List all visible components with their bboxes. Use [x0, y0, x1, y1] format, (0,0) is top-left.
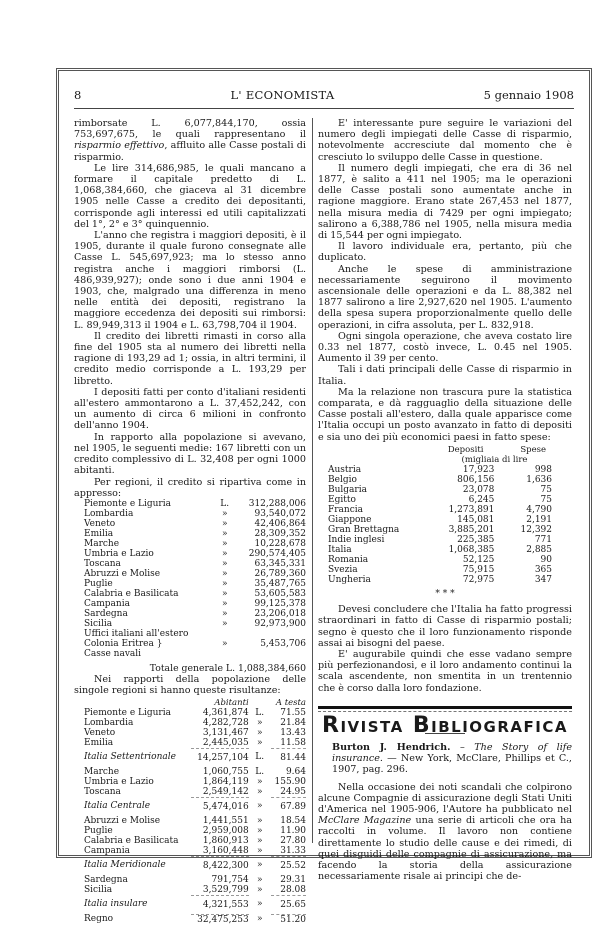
- table-row: [328, 475, 562, 485]
- credit-value: 42,406,864: [254, 518, 306, 529]
- region-name: Toscana: [84, 786, 121, 797]
- inhabitants: 2,959,008: [202, 825, 249, 836]
- region-name: Sicilia: [84, 618, 113, 629]
- region-name: Italia Meridionale: [84, 860, 166, 871]
- region-name: Regno: [84, 914, 114, 925]
- region-name: Veneto: [84, 518, 116, 529]
- currency-mark: L.: [255, 752, 265, 763]
- table-row: [84, 609, 306, 619]
- paragraph: Nella occasione dei noti scandali che colpirono alcune Compagnie di assicurazione degli Stati Uniti d'America nel 1905-906, l'Autore ha pubblicato nel McClare Magazine una serie di articoli che ora ha raccolti in volume. Il lavoro non contiene direttamente lo studio delle cause e dei rimedi, di quei disguidi delle compagnie di assicurazione, ma facendo la storia della assicurazione necessariamente risale ai principi che de-: [318, 781, 572, 883]
- country-name: Romania: [328, 554, 369, 565]
- table-row: [84, 509, 306, 519]
- credit-value: 99,125,378: [254, 598, 306, 609]
- currency-mark: »: [256, 825, 263, 836]
- deposits: 1,068,385: [448, 544, 495, 555]
- per-capita: 25.52: [271, 856, 306, 875]
- journal-title: L' ECONOMISTA: [230, 88, 335, 102]
- currency-mark: »: [221, 608, 228, 619]
- country-name: Indie inglesi: [328, 534, 385, 545]
- per-capita: 11.90: [280, 825, 306, 836]
- expenses: 75: [540, 494, 552, 505]
- inhabitants: 3,529,799: [202, 884, 249, 895]
- table-row: [74, 718, 306, 728]
- credit-value: 93,540,072: [254, 508, 306, 519]
- left-column: [74, 118, 306, 925]
- expenses: 4,790: [526, 504, 552, 515]
- deposits: 3,885,201: [448, 524, 495, 535]
- table-row: [74, 708, 306, 718]
- table-row: [328, 575, 562, 585]
- currency-mark: »: [221, 528, 228, 539]
- inhabitants: 4,321,553: [191, 895, 249, 914]
- credit-value: 312,288,006: [248, 498, 306, 509]
- table-row: [328, 505, 562, 515]
- table-row: [84, 549, 306, 559]
- country-name: Italia: [328, 544, 352, 555]
- currency-mark: »: [256, 835, 263, 846]
- country-name: Belgio: [328, 474, 357, 485]
- paragraph: Anche le spese di amministrazione necessariamente seguirono il movimento ascensionale delle operazioni e da L. 88,382 nel 1877 salirono a lire 2,927,620 nel 1905. L'aumento della spesa supera proporzionalmente quello delle operazioni, in cifra assoluta, per L. 832,918.: [318, 263, 572, 331]
- currency-mark: L.: [220, 498, 230, 509]
- table-row: [84, 519, 306, 529]
- country-name: Svezia: [328, 564, 358, 575]
- currency-mark: »: [256, 801, 263, 812]
- currency-mark: [216, 629, 234, 639]
- table-row: [74, 787, 306, 798]
- column-header: Spese: [520, 444, 547, 455]
- credit-value: 63,345,331: [254, 558, 306, 569]
- currency-mark: L.: [255, 707, 265, 718]
- bibliography-entry: Burton J. Hendrich. – The Story of life insurance. — New York, McClare, Phillips et C., 1907, pag. 296.: [332, 741, 572, 776]
- column-header: Depositi: [447, 444, 484, 455]
- region-name: Uffici italiani all'estero: [84, 628, 189, 639]
- per-capita: 13.43: [280, 727, 306, 738]
- paragraph: Le lire 314,686,985, le quali mancano a formare il capitale predetto di L. 1,068,384,660, che giaceva al 31 dicembre 1905 nelle Casse a credito dei depositanti, corrisponde agli interessi ed utili capitalizzati del 1°, 2° e 3° quinquennio.: [74, 162, 306, 230]
- expenses: 998: [534, 464, 552, 475]
- deposits: 225,385: [457, 534, 495, 545]
- region-name: Calabria e Basilicata: [84, 588, 179, 599]
- inhabitants: 4,361,874: [202, 707, 249, 718]
- inhabitants: 791,754: [211, 874, 249, 885]
- country-name: Gran Brettagna: [328, 524, 400, 535]
- country-name: Giappone: [328, 514, 372, 525]
- inhabitants: 1,441,551: [202, 815, 249, 826]
- credit-value: 26,789,360: [254, 568, 306, 579]
- table-row: [84, 569, 306, 579]
- currency-mark: [216, 649, 234, 659]
- region-name: Abruzzi e Molise: [84, 568, 161, 579]
- currency-mark: »: [256, 776, 263, 787]
- inhabitants: 1,860,913: [202, 835, 249, 846]
- table-row: [328, 525, 562, 535]
- currency-mark: »: [256, 914, 263, 925]
- paragraph: E' interessante pure seguire le variazioni del numero degli impiegati delle Casse di risparmio, notevolmente accresciute dal momento che è cresciuto lo sviluppo delle Casse in questione.: [318, 118, 572, 163]
- currency-mark: »: [256, 786, 263, 797]
- region-name: Emilia: [84, 528, 114, 539]
- paragraph: Devesi concludere che l'Italia ha fatto progressi straordinari in fatto di Casse di risparmio postali; segno è questo che il loro funzionamento risponde assai ai bisogni del paese.: [318, 604, 572, 649]
- region-name: Lombardia: [84, 717, 134, 728]
- region-name: Puglie: [84, 825, 113, 836]
- header-rule: [74, 108, 574, 109]
- expenses: 75: [540, 484, 552, 495]
- region-name: Puglie: [84, 578, 113, 589]
- table-row: [328, 535, 562, 545]
- region-name: Lombardia: [84, 508, 134, 519]
- currency-mark: »: [256, 727, 263, 738]
- country-name: Ungheria: [328, 574, 371, 585]
- per-capita: 28.08: [280, 884, 306, 895]
- inhabitants: 3,160,448: [202, 845, 249, 856]
- region-name: Campania: [84, 845, 130, 856]
- paragraph: Tali i dati principali delle Casse di risparmio in Italia.: [318, 364, 572, 387]
- expenses: 2,191: [526, 514, 552, 525]
- foreign-postal-savings-table: [328, 445, 562, 585]
- per-capita: 155.90: [274, 776, 306, 787]
- inhabitants: 3,131,467: [202, 727, 249, 738]
- deposits: 6,245: [468, 494, 495, 505]
- table-row: [74, 914, 306, 925]
- paragraph: rimborsate L. 6,077,844,170, ossia 753,697,675, le quali rappresentano il risparmio effettivo, affluito alle Casse postali di risparmio.: [74, 118, 306, 163]
- currency-mark: L.: [255, 766, 265, 777]
- currency-mark: »: [256, 860, 263, 871]
- deposits: 145,081: [457, 514, 495, 525]
- region-name: Umbria e Lazio: [84, 548, 154, 559]
- per-capita: 81.44: [271, 748, 306, 767]
- per-capita: 51.20: [271, 914, 306, 925]
- per-capita: 29.31: [280, 874, 306, 885]
- currency-mark: »: [221, 618, 228, 629]
- deposits: 75,915: [462, 564, 495, 575]
- table-row: [328, 495, 562, 505]
- region-name: Italia Settentrionale: [84, 752, 176, 763]
- table-row: [328, 565, 562, 575]
- table-header: [74, 698, 306, 708]
- paragraph: Il credito dei libretti rimasti in corso alla fine del 1905 sta al numero dei libretti nella ragione di 193,29 ad 1; ossia, in altri termini, il credito medio corrisponde a L. 193,29 per libretto.: [74, 330, 306, 387]
- credit-value: [234, 629, 306, 639]
- per-capita: 24.95: [280, 786, 306, 797]
- region-name: Veneto: [84, 727, 116, 738]
- region-name: Marche: [84, 538, 120, 549]
- region-name: Casse navali: [84, 648, 142, 659]
- currency-mark: »: [256, 874, 263, 885]
- region-name: Toscana: [84, 558, 121, 569]
- region-name: Marche: [84, 766, 120, 777]
- region-name: Piemonte e Liguria: [84, 498, 171, 509]
- currency-mark: »: [256, 737, 263, 748]
- table-header: [328, 455, 562, 465]
- paragraph: In rapporto alla popolazione si avevano, nel 1905, le seguenti medie: 167 libretti con un credito complessivo di L. 32,408 per ogni 1000 abitanti.: [74, 431, 306, 477]
- table-row: [84, 619, 306, 629]
- currency-mark: »: [256, 845, 263, 856]
- credit-total: Totale generale L. 1,088,384,660: [149, 662, 306, 674]
- currency-mark: »: [221, 508, 228, 519]
- currency-mark: »: [221, 598, 228, 609]
- subtotal-row: [74, 856, 306, 875]
- section-rule: [318, 706, 572, 712]
- table-row: [74, 738, 306, 749]
- country-name: Austria: [328, 464, 362, 475]
- region-name: Sardegna: [84, 874, 128, 885]
- credit-value: [234, 649, 306, 659]
- currency-mark: »: [256, 899, 263, 910]
- table-row: [84, 499, 306, 509]
- inhabitants: 1,864,119: [202, 776, 249, 787]
- table-header: [328, 445, 562, 455]
- expenses: 771: [534, 534, 552, 545]
- deposits: 17,923: [462, 464, 495, 475]
- expenses: 365: [534, 564, 552, 575]
- blank: [74, 698, 191, 708]
- currency-mark: »: [221, 578, 228, 589]
- table-row: [74, 728, 306, 738]
- table-row: [84, 629, 306, 639]
- credit-by-region-table: [84, 499, 306, 659]
- section-separator-stars: * * *: [435, 588, 455, 599]
- table-row: [84, 639, 306, 649]
- inhabitants: 4,282,728: [202, 717, 249, 728]
- currency-mark: »: [256, 815, 263, 826]
- credit-value: 23,206,018: [254, 608, 306, 619]
- country-name: Egitto: [328, 494, 356, 505]
- table-row: [84, 559, 306, 569]
- subtotal-row: [74, 797, 306, 816]
- table-row: [328, 545, 562, 555]
- currency-mark: »: [221, 518, 228, 529]
- blank: [249, 698, 271, 708]
- deposits: 72,975: [462, 574, 495, 585]
- region-name: Calabria e Basilicata: [84, 835, 179, 846]
- region-name: Sardegna: [84, 608, 128, 619]
- per-capita: 27.80: [280, 835, 306, 846]
- inhabitants: 5,474,016: [191, 797, 249, 816]
- table-row: [84, 529, 306, 539]
- credit-value: 10,228,678: [254, 538, 306, 549]
- inhabitants: 1,060,755: [202, 766, 249, 777]
- table-row: [328, 515, 562, 525]
- table-row: [84, 539, 306, 549]
- inhabitants: 2,445,035: [202, 737, 249, 748]
- region-name: Campania: [84, 598, 130, 609]
- per-capita: 71.55: [280, 707, 306, 718]
- per-capita: 67.89: [271, 797, 306, 816]
- table-row: [84, 579, 306, 589]
- currency-mark: »: [221, 588, 228, 599]
- region-name: Umbria e Lazio: [84, 776, 154, 787]
- blank: [328, 445, 427, 455]
- expenses: 90: [540, 554, 552, 565]
- table-row: [74, 885, 306, 896]
- table-row: [328, 555, 562, 565]
- expenses: 12,392: [520, 524, 552, 535]
- country-name: Francia: [328, 504, 363, 515]
- inhabitants: 32,475,253: [191, 914, 249, 925]
- page-number: 8: [74, 88, 82, 102]
- paragraph: E' augurabile quindi che esse vadano sempre più perfezionandosi, e il loro andamento continui la scala ascendente, non smentita in un trentennio che è corso dalla loro fondazione.: [318, 648, 572, 694]
- expenses: 1,636: [526, 474, 552, 485]
- region-name: Piemonte e Liguria: [84, 707, 171, 718]
- table-row: [74, 767, 306, 777]
- table-row: [84, 599, 306, 609]
- section-title: Rivista Bibliografica: [322, 712, 568, 738]
- paragraph: L'anno che registra i maggiori depositi, è il 1905, durante il quale furono consegnate alle Casse L. 545,697,923; ma lo stesso anno registra anche i maggiori rimborsi (L. 486,939,927); onde sono i due anni 1904 e 1903, che, malgrado una differenza in meno nelle entità dei depositi, registrano la maggiore eccedenza dei depositi sui rimborsi: L. 89,949,313 il 1904 e L. 63,798,704 il 1904.: [74, 230, 306, 331]
- table-row: [74, 875, 306, 885]
- paragraph: Per regioni, il credito si ripartiva come in appresso:: [74, 476, 306, 499]
- region-name: Colonia Eritrea }: [84, 638, 163, 649]
- column-divider: [312, 118, 313, 843]
- inhabitants: 14,257,104: [191, 748, 249, 767]
- credit-value: 53,605,583: [254, 588, 306, 599]
- credit-value: 5,453,706: [260, 638, 306, 649]
- region-name: Emilia: [84, 737, 114, 748]
- country-name: Bulgaria: [328, 484, 367, 495]
- credit-value: 28,309,352: [254, 528, 306, 539]
- table-row: [328, 485, 562, 495]
- per-capita: 21.84: [280, 717, 306, 728]
- page-header: [74, 88, 574, 102]
- currency-mark: »: [221, 558, 228, 569]
- table-row: [74, 816, 306, 826]
- currency-mark: »: [221, 538, 228, 549]
- right-column: [318, 118, 572, 882]
- region-name: Abruzzi e Molise: [84, 815, 161, 826]
- table-row: [74, 777, 306, 787]
- paragraph: I depositi fatti per conto d'italiani residenti all'estero ammontarono a L. 37,452,242, con un aumento di circa 6 milioni in confronto dell'anno 1904.: [74, 386, 306, 432]
- expenses: 2,885: [526, 544, 552, 555]
- table-row: [74, 846, 306, 857]
- subtotal-row: [74, 748, 306, 767]
- column-header: A testa: [275, 697, 306, 708]
- table-row: [74, 836, 306, 846]
- inhabitants: 2,549,142: [202, 786, 249, 797]
- table-row: [84, 649, 306, 659]
- deposits: 52,125: [462, 554, 495, 565]
- currency-mark: »: [221, 568, 228, 579]
- table-row: [328, 465, 562, 475]
- paragraph: Nei rapporti della popolazione delle singole regioni si hanno queste risultanze:: [74, 674, 306, 697]
- credit-value: 92,973,900: [254, 618, 306, 629]
- currency-mark: »: [221, 638, 228, 649]
- paragraph: Ma la relazione non trascura pure la statistica comparata, e dà ragguaglio della situazione delle Casse postali all'estero, dalla quale apparisce come l'Italia occupi un posto avanzato in fatto di depositi e sia uno dei più economici paesi in fatto spese:: [318, 386, 572, 443]
- per-capita: 25.65: [271, 895, 306, 914]
- paragraph: Il lavoro individuale era, pertanto, più che duplicato.: [318, 241, 572, 264]
- currency-mark: »: [221, 548, 228, 559]
- paragraph: Il numero degli impiegati, che era di 36 nel 1877, è salito a 411 nel 1905; ma le operazioni delle Casse postali sono aumentate anche in ragione maggiore. Erano state 267,453 nel 1877, nella misura media di 7429 per ogni impiegato; salirono a 6,388,786 nel 1905, nella misura media di 15,544 per ogni impiegato.: [318, 162, 572, 242]
- credit-value: 35,487,765: [254, 578, 306, 589]
- per-capita: 18.54: [280, 815, 306, 826]
- region-name: Italia insulare: [84, 899, 148, 910]
- region-name: Sicilia: [84, 884, 113, 895]
- deposits: 23,078: [462, 484, 495, 495]
- currency-mark: »: [256, 884, 263, 895]
- region-name: Italia Centrale: [84, 801, 151, 812]
- table-row: [74, 826, 306, 836]
- currency-mark: »: [256, 717, 263, 728]
- deposits: 806,156: [457, 474, 495, 485]
- unit-label: (migliaia di lire: [461, 454, 528, 465]
- issue-date: 5 gennaio 1908: [483, 88, 574, 102]
- deposits: 1,273,891: [448, 504, 495, 515]
- population-table: [74, 698, 306, 925]
- inhabitants: 8,422,300: [191, 856, 249, 875]
- per-capita: 9.64: [285, 766, 306, 777]
- per-capita: 11.58: [280, 737, 306, 748]
- column-header: Abitanti: [214, 697, 249, 708]
- table-row: [84, 589, 306, 599]
- per-capita: 31.33: [280, 845, 306, 856]
- blank: [328, 455, 427, 465]
- credit-value: 290,574,405: [248, 548, 306, 559]
- expenses: 347: [534, 574, 552, 585]
- paragraph: Ogni singola operazione, che aveva costato lire 0.33 nel 1877, costò invece, L. 0.45 nel 1905. Aumento il 39 per cento.: [318, 330, 572, 365]
- subtotal-row: [74, 895, 306, 914]
